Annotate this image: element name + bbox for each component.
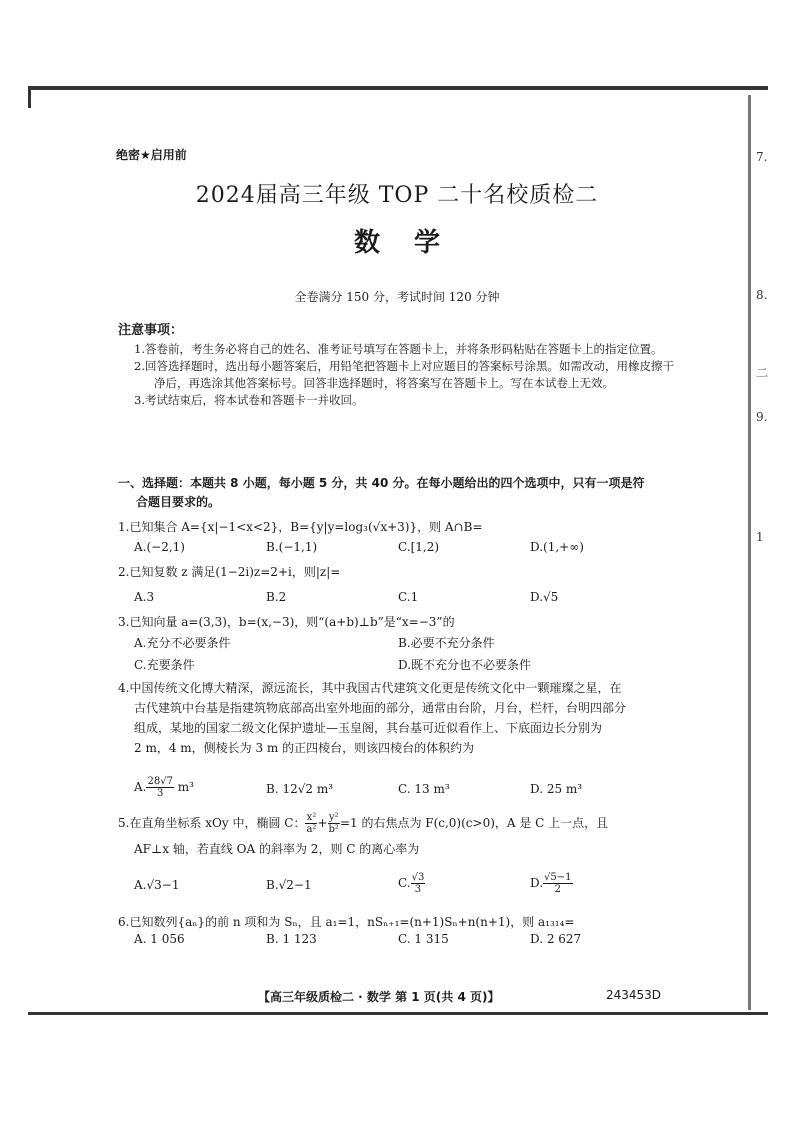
question-6-stem: 6.已知数列{aₙ}的前 n 项和为 Sₙ，且 a₁=1，nSₙ₊₁=(n+1)Sₙ+n(n+1)，则 a₁₃₁₄= xyxy=(118,915,575,929)
top-border-line xyxy=(28,86,768,90)
y-fraction xyxy=(328,812,340,835)
question-4-line-4: 2 m，4 m，侧棱长为 3 m 的正四棱台，则该四棱台的体积约为 xyxy=(134,741,475,755)
option-b: B. 1 123 xyxy=(266,932,317,946)
option-d: D.既不充分也不必要条件 xyxy=(398,658,532,672)
question-3-stem: 3.已知向量 a=(3,3)，b=(x,−3)，则“(a+b)⊥b”是“x=−3”的 xyxy=(118,615,455,629)
score-info: 全卷满分 150 分，考试时间 120 分钟 xyxy=(294,290,500,304)
option-d: D. 25 m³ xyxy=(530,782,583,796)
section-line-1: 一、选择题：本题共 8 小题，每小题 5 分，共 40 分。在每小题给出的四个选项中，只有一项是符 xyxy=(118,476,645,490)
option-d: D.√5 xyxy=(530,590,559,604)
margin-mark-9: 9. xyxy=(756,410,768,424)
question-1-stem: 1.已知集合 A={x|−1<x<2}，B={y|y=log₃(√x+3)}，则 A∩B= xyxy=(118,520,483,534)
question-5-text-a: 5.在直角坐标系 xOy 中，椭圆 C： xyxy=(118,816,306,830)
option-b: B.2 xyxy=(266,590,287,604)
question-6-options xyxy=(134,932,654,952)
question-5-stem xyxy=(118,812,668,859)
margin-mark-section: 二 xyxy=(756,366,769,380)
x-fraction xyxy=(305,812,317,835)
option-a xyxy=(134,776,194,799)
question-2-stem: 2.已知复数 z 满足(1−2i)z=2+i，则|z|= xyxy=(118,565,341,579)
option-a-prefix: A. xyxy=(134,780,147,794)
notice-item: 3.考试结束后，将本试卷和答题卡一并收回。 xyxy=(134,393,364,407)
question-4-line-3: 组成，某地的国家二级文化保护遗址—玉皇阁，其台基可近似看作上、下底面边长分别为 xyxy=(134,721,603,735)
option-d: D. 2 627 xyxy=(530,932,582,946)
fraction-denominator: b² xyxy=(328,824,339,835)
fraction-numerator: x² xyxy=(306,812,317,823)
fraction-denominator: 2 xyxy=(554,884,561,895)
option-a: A.√3−1 xyxy=(134,878,180,892)
question-2-options xyxy=(134,590,654,610)
question-1-options xyxy=(134,540,654,560)
notice-item: 2.回答选择题时，选出每小题答案后，用铅笔把答题卡上对应题目的答案标号涂黑。如需改动，用橡皮擦干净后，再选涂其他答案标号。回答非选择题时，将答案写在答题卡上。写在本试卷上无效。 xyxy=(134,359,674,390)
subject-title: 数学 xyxy=(353,228,474,258)
fraction-numerator: √3 xyxy=(411,872,425,883)
option-c-fraction xyxy=(411,872,426,895)
option-c-prefix: C. xyxy=(398,876,411,890)
option-a: A.(−2,1) xyxy=(134,540,185,554)
question-4-line-1: 4.中国传统文化博大精深，源远流长，其中我国古代建筑文化更是传统文化中一颗璀璨之星，在 xyxy=(118,681,622,695)
option-b: B.(−1,1) xyxy=(266,540,318,554)
option-d: D.(1,+∞) xyxy=(530,540,584,554)
question-5-options xyxy=(134,872,654,902)
option-d-fraction xyxy=(543,872,572,895)
confidential-label: 绝密★启用前 xyxy=(116,148,187,162)
option-a: A.3 xyxy=(134,590,155,604)
fraction-numerator: 28√7 xyxy=(147,776,173,787)
option-a: A. 1 056 xyxy=(134,932,185,946)
fraction-numerator: √5−1 xyxy=(544,872,572,883)
option-d xyxy=(530,872,573,895)
left-corner-line xyxy=(28,86,31,108)
option-c: C.充要条件 xyxy=(134,658,195,672)
option-c xyxy=(398,872,425,895)
option-a-fraction xyxy=(146,776,173,799)
option-c: C.1 xyxy=(398,590,419,604)
option-c: C. 1 315 xyxy=(398,932,449,946)
option-d-prefix: D. xyxy=(530,876,544,890)
option-b: B.必要不充分条件 xyxy=(398,636,495,650)
option-c: C. 13 m³ xyxy=(398,782,450,796)
question-3-options-row2 xyxy=(134,656,654,676)
fraction-denominator: 3 xyxy=(157,788,164,799)
notice-title: 注意事项： xyxy=(118,323,184,338)
option-b: B.√2−1 xyxy=(266,878,312,892)
question-4-line-2: 古代建筑中台基是指建筑物底部高出室外地面的部分，通常由台阶，月台，栏杆，台明四部分 xyxy=(134,701,627,715)
option-b: B. 12√2 m³ xyxy=(266,782,334,796)
question-5-text-b: =1 的右焦点为 F(c,0)(c>0)，A 是 C 上一点，且 xyxy=(339,816,609,830)
question-4-options xyxy=(134,776,654,806)
exam-title: 2024届高三年级 TOP 二十名校质检二 xyxy=(195,183,599,208)
section-header xyxy=(118,474,666,512)
bottom-border-line xyxy=(28,1012,768,1015)
notice-block xyxy=(118,322,678,409)
section-line-2: 合题目要求的。 xyxy=(136,495,221,509)
option-a-unit: m³ xyxy=(173,780,194,794)
paper-code: 243453D xyxy=(606,988,662,1002)
question-3-options-row1 xyxy=(134,634,654,654)
margin-mark-7: 7. xyxy=(756,150,768,164)
fraction-numerator: y² xyxy=(328,812,339,823)
margin-mark-8: 8. xyxy=(756,288,768,302)
fraction-denominator: a² xyxy=(306,824,317,835)
footer-label: 【高三年级质检二 · 数学 第 1 页(共 4 页)】 xyxy=(258,990,500,1004)
option-a: A.充分不必要条件 xyxy=(134,636,231,650)
question-4-stem xyxy=(118,678,668,758)
notice-item: 1.答卷前，考生务必将自己的姓名、准考证号填写在答题卡上，并将条形码粘贴在答题卡上的指定位置。 xyxy=(134,342,663,356)
question-5-line-2: AF⊥x 轴，若直线 OA 的斜率为 2，则 C 的离心率为 xyxy=(134,842,420,856)
question-5-line-1: 5.在直角坐标系 xOy 中，椭圆 C： $\frac{\text{x²}}{\text{a²}}$ + $\frac{\text{y²}}{\text{b²}}$ =1 的右焦点为 F(c,0)(c>0)，A 是 C 上一点，且 xyxy=(118,812,609,835)
margin-mark-1: 1 xyxy=(756,530,764,544)
fraction-denominator: 3 xyxy=(414,884,422,895)
option-c: C.[1,2) xyxy=(398,540,440,554)
